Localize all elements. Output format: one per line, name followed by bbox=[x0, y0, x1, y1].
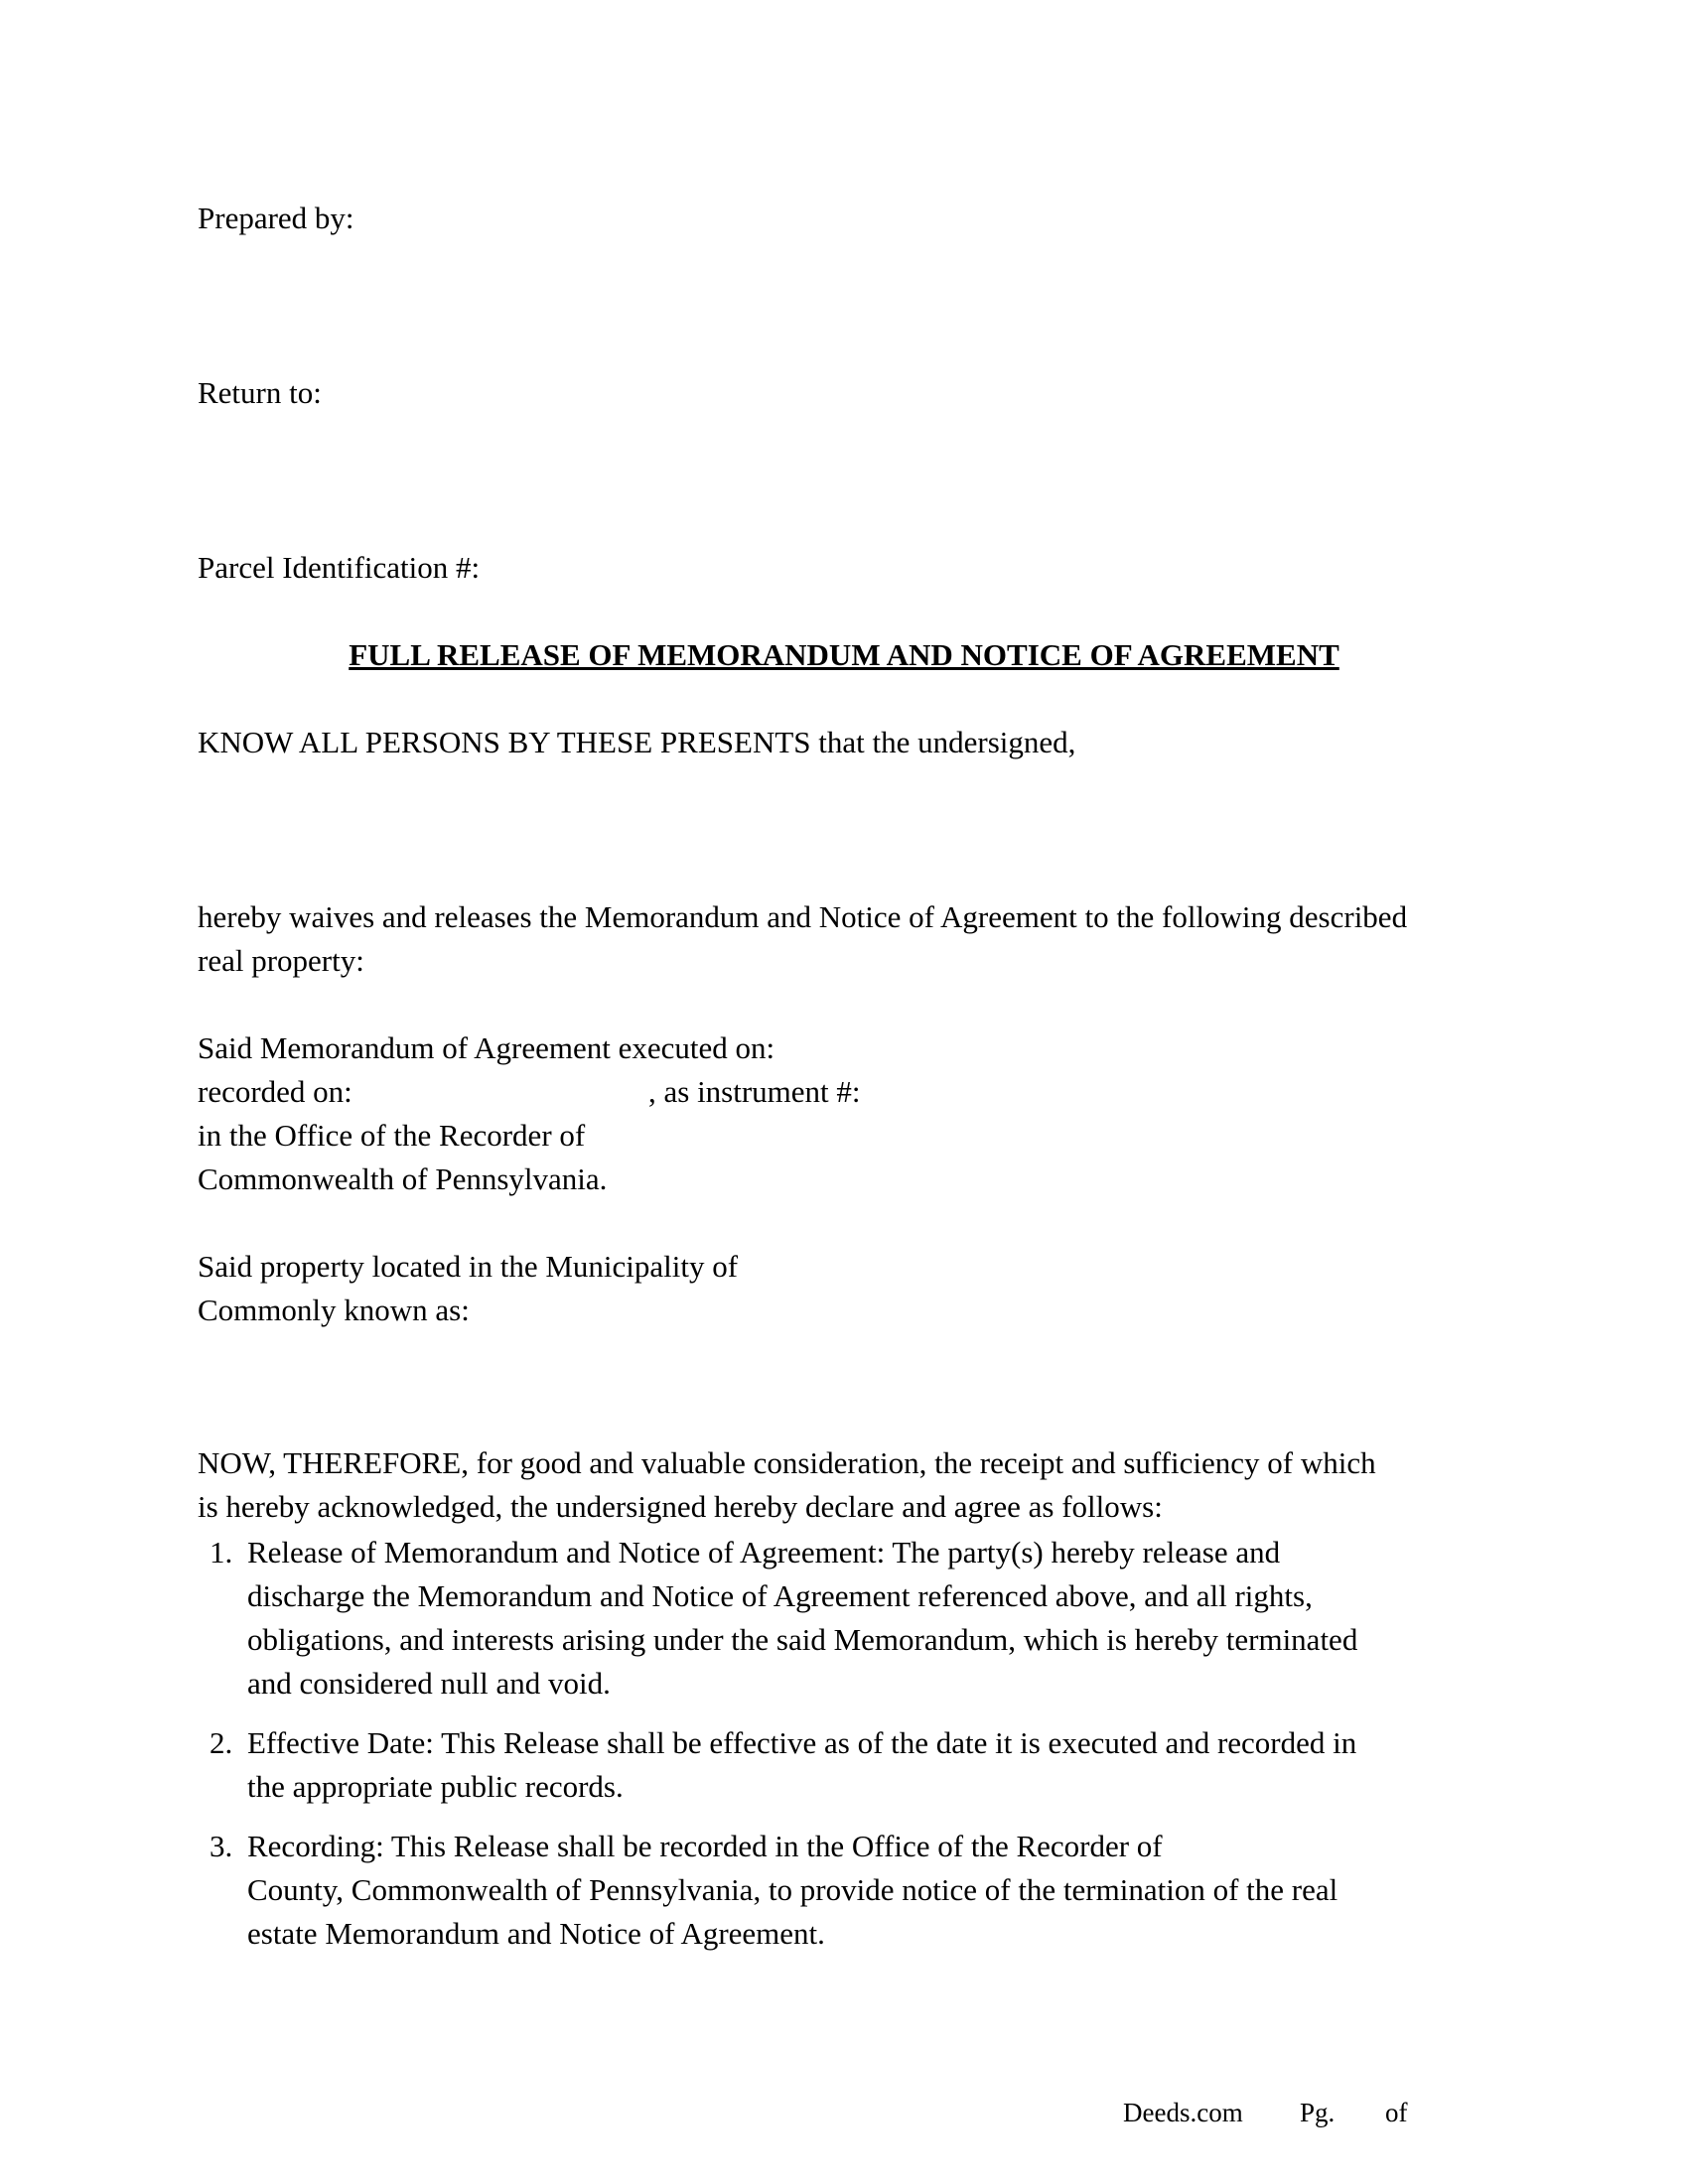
recorder-office-line: in the Office of the Recorder of bbox=[198, 1118, 586, 1153]
now-therefore-paragraph bbox=[198, 1441, 1488, 1529]
clause-line: obligations, and interests arising under the said Memorandum, which is hereby terminated bbox=[247, 1622, 1358, 1657]
waiver-paragraph bbox=[198, 895, 1488, 983]
clause-item bbox=[198, 1721, 1508, 1809]
clause-line: County, Commonwealth of Pennsylvania, to provide notice of the termination of the real bbox=[247, 1872, 1338, 1907]
parcel-id-label: Parcel Identification #: bbox=[198, 550, 481, 585]
clause-line: Effective Date: This Release shall be effective as of the date it is executed and recorded in bbox=[247, 1725, 1357, 1760]
prepared-by-label: Prepared by: bbox=[198, 201, 354, 235]
now-therefore-line-2: is hereby acknowledged, the undersigned hereby declare and agree as follows: bbox=[198, 1489, 1163, 1524]
commonwealth-line: Commonwealth of Pennsylvania. bbox=[198, 1161, 608, 1196]
return-to-label: Return to: bbox=[198, 375, 322, 410]
clause-line: Recording: This Release shall be recorded in the Office of the Recorder of bbox=[247, 1829, 1163, 1863]
recorded-on-label: recorded on: bbox=[198, 1074, 352, 1109]
document-title: FULL RELEASE OF MEMORANDUM AND NOTICE OF AGREEMENT bbox=[349, 637, 1339, 672]
commonly-known-label: Commonly known as: bbox=[198, 1293, 470, 1327]
intro-statement: KNOW ALL PERSONS BY THESE PRESENTS that the undersigned, bbox=[198, 725, 1076, 759]
clause-item bbox=[198, 1531, 1508, 1706]
clause-line: estate Memorandum and Notice of Agreement. bbox=[247, 1916, 825, 1951]
clause-line: discharge the Memorandum and Notice of Agreement referenced above, and all rights, bbox=[247, 1578, 1313, 1613]
clause-number: 2. bbox=[210, 1725, 233, 1760]
footer-of-label: of bbox=[1385, 2098, 1408, 2127]
footer-page-label: Pg. bbox=[1300, 2098, 1336, 2127]
footer-brand: Deeds.com bbox=[1123, 2098, 1243, 2127]
clause-item bbox=[198, 1825, 1508, 1956]
clause-line: Release of Memorandum and Notice of Agreement: The party(s) hereby release and bbox=[247, 1535, 1281, 1570]
clause-line: the appropriate public records. bbox=[247, 1769, 624, 1804]
clause-number: 3. bbox=[210, 1829, 233, 1863]
executed-on-label: Said Memorandum of Agreement executed on: bbox=[198, 1030, 775, 1065]
clause-number: 1. bbox=[210, 1535, 233, 1570]
clause-line: and considered null and void. bbox=[247, 1666, 611, 1701]
now-therefore-line-1: NOW, THEREFORE, for good and valuable consideration, the receipt and sufficiency of which bbox=[198, 1445, 1376, 1480]
municipality-label: Said property located in the Municipality of bbox=[198, 1249, 739, 1284]
clauses-list bbox=[198, 1531, 1508, 1972]
waiver-line-2: real property: bbox=[198, 943, 364, 978]
instrument-label: , as instrument #: bbox=[648, 1074, 861, 1109]
waiver-line-1: hereby waives and releases the Memorandum and Notice of Agreement to the following described bbox=[198, 899, 1408, 934]
